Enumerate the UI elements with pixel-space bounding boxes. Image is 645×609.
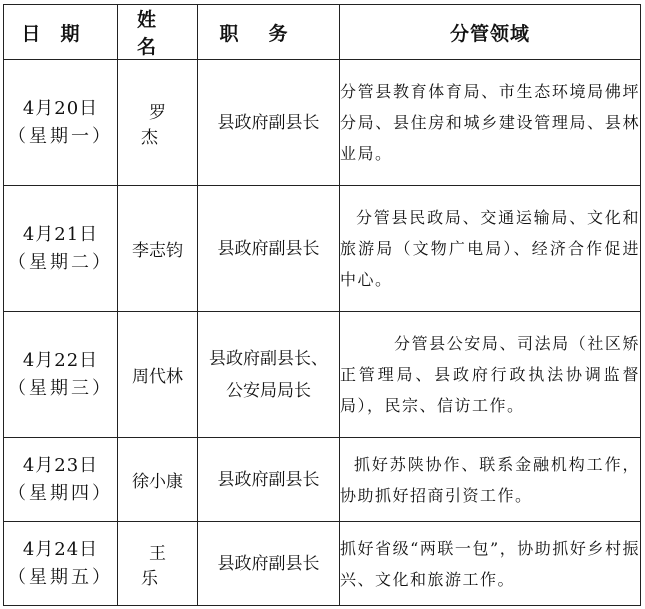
date-cell xyxy=(4,522,118,606)
area-cell: 分管县民政局、交通运输局、文化和旅游局（文物广电局）、经济合作促进中心。 xyxy=(340,186,641,312)
duty-schedule-table xyxy=(3,4,641,606)
area-cell: 分管县教育体育局、市生态环境局佛坪分局、县住房和城乡建设管理局、县林业局。 xyxy=(340,60,641,186)
name-cell xyxy=(118,522,198,606)
date-cell xyxy=(4,438,118,522)
table-row xyxy=(4,60,641,186)
date-day: 4月22日 xyxy=(22,349,99,371)
header-post: 职务 xyxy=(198,5,340,60)
name-cell xyxy=(118,438,198,522)
post-cell xyxy=(198,60,340,186)
date-weekday: （星期五） xyxy=(8,566,113,588)
name-cell xyxy=(118,60,198,186)
post-cell xyxy=(198,522,340,606)
table-row xyxy=(4,312,641,438)
area-cell: 抓好省级“两联一包”，协助抓好乡村振兴、文化和旅游工作。 xyxy=(340,522,641,606)
table-row xyxy=(4,186,641,312)
date-cell xyxy=(4,60,118,186)
person-name: 李志钧 xyxy=(132,241,183,261)
person-name: 罗杰 xyxy=(141,102,182,148)
area-cell: 分管县公安局、司法局（社区矫正管理局、县政府行政执法协调监督局），民宗、信访工作。 xyxy=(340,312,641,438)
header-date: 日期 xyxy=(4,5,118,60)
table-row xyxy=(4,522,641,606)
post-line: 县政府副县长 xyxy=(217,112,320,133)
date-weekday: （星期三） xyxy=(8,377,113,399)
date-cell xyxy=(4,186,118,312)
area-cell: 抓好苏陕协作、联系金融机构工作，协助抓好招商引资工作。 xyxy=(340,438,641,522)
post-line: 县政府副县长 xyxy=(217,238,320,259)
header-name: 姓名 xyxy=(118,5,198,60)
header-area: 分管领域 xyxy=(340,5,641,60)
date-weekday: （星期一） xyxy=(8,125,113,147)
date-day: 4月23日 xyxy=(22,454,99,476)
post-cell xyxy=(198,312,340,438)
table-row xyxy=(4,438,641,522)
post-cell xyxy=(198,186,340,312)
post-line: 县政府副县长 xyxy=(217,469,320,490)
table-header-row xyxy=(4,5,641,60)
date-cell xyxy=(4,312,118,438)
name-cell xyxy=(118,312,198,438)
person-name: 王乐 xyxy=(141,543,182,589)
post-line: 县政府副县长 xyxy=(217,553,320,574)
name-cell xyxy=(118,186,198,312)
person-name: 徐小康 xyxy=(132,472,183,492)
post-cell xyxy=(198,438,340,522)
post-line: 县政府副县长、 xyxy=(209,348,328,369)
date-day: 4月24日 xyxy=(22,538,99,560)
date-day: 4月20日 xyxy=(22,97,99,119)
post-line: 公安局局长 xyxy=(226,380,311,401)
person-name: 周代林 xyxy=(132,367,183,387)
date-weekday: （星期二） xyxy=(8,251,113,273)
date-day: 4月21日 xyxy=(22,223,99,245)
date-weekday: （星期四） xyxy=(8,482,113,504)
